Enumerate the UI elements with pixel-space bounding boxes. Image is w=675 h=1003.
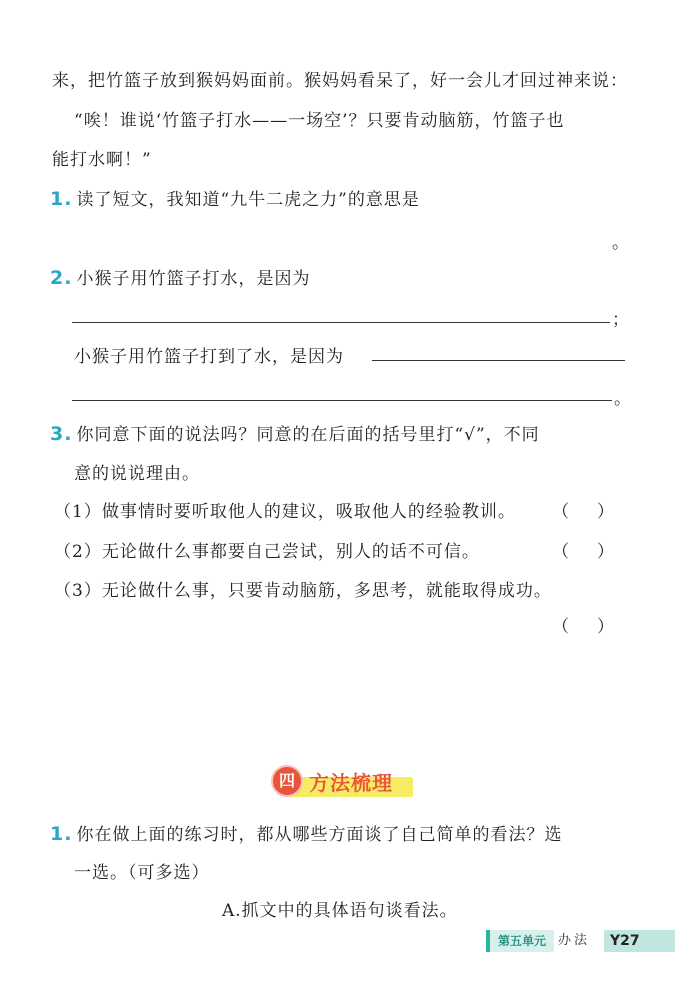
statement-2: （2）无论做什么事都要自己尝试，别人的话不可信。 [54,542,480,562]
answer-paren-1[interactable]: （） [552,502,642,522]
section-number-badge: 四 [271,765,303,797]
answer-paren-2[interactable]: （） [552,542,642,562]
question-text: 你同意下面的说法吗？同意的在后面的括号里打“√”，不同 [76,425,540,445]
answer-line-q2-a[interactable] [72,322,610,323]
section-title: 方法梳理 [309,771,393,795]
page-number: Y27 [604,930,675,952]
method-question-1 [50,820,562,845]
question-number: 3. [50,423,73,445]
question-1 [50,185,420,210]
question-text: 读了短文，我知道“九牛二虎之力”的意思是 [76,190,420,210]
section-header [263,763,415,799]
q2-separator: ； [612,310,630,330]
q1-end-punct: 。 [612,233,630,253]
statement-3: （3）无论做什么事，只要肯动脑筋，多思考，就能取得成功。 [54,581,552,601]
answer-line-q2-c[interactable] [72,400,612,401]
answer-paren-3[interactable]: （） [552,617,642,637]
option-a[interactable]: A.抓文中的具体语句谈看法。 [222,901,458,921]
q2-end-punct: 。 [614,389,632,409]
passage-line-1: 来，把竹篮子放到猴妈妈面前。猴妈妈看呆了，好一会儿才回过神来说： [52,71,628,91]
unit-label: 第五单元 [486,930,554,952]
question-number: 2. [50,267,73,289]
question-text: 小猴子用竹篮子打水，是因为 [76,269,311,289]
page-footer [486,930,675,952]
passage-line-2: “唉！谁说‘竹篮子打水——一场空’？只要肯动脑筋，竹篮子也 [74,111,565,131]
question-3-continued: 意的说说理由。 [74,464,200,484]
question-text: 你在做上面的练习时，都从哪些方面谈了自己简单的看法？选 [76,825,563,845]
statement-1: （1）做事情时要听取他人的建议，吸取他人的经验教训。 [54,502,516,522]
question-number: 1. [50,188,73,210]
question-2 [50,264,310,289]
question-2-part-2: 小猴子用竹篮子打到了水，是因为 [74,347,344,367]
question-number: 1. [50,823,73,845]
answer-line-q2-b[interactable] [372,360,625,361]
method-question-1-continued: 一选。（可多选） [74,863,210,883]
question-3 [50,420,540,445]
passage-line-3: 能打水啊！” [52,150,152,170]
lesson-name: 办法 [558,933,591,948]
